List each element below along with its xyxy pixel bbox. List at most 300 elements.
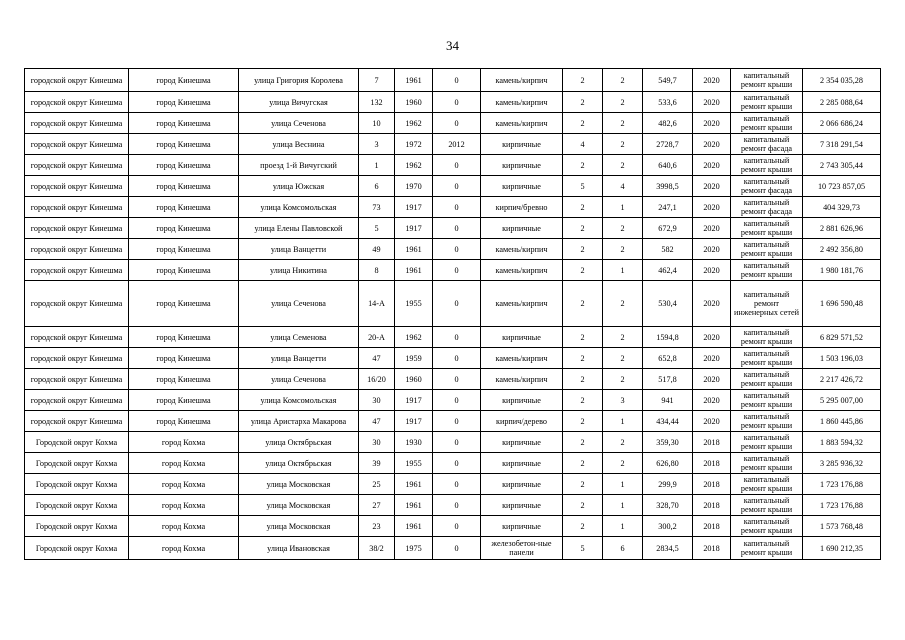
street-cell: улица Московская bbox=[239, 495, 359, 516]
area-cell: 300,2 bbox=[643, 516, 693, 537]
last-repair-year-cell: 0 bbox=[433, 197, 481, 218]
plan-year-cell: 2018 bbox=[693, 474, 731, 495]
build-year-cell: 1955 bbox=[395, 281, 433, 327]
build-year-cell: 1917 bbox=[395, 197, 433, 218]
street-cell: улица Сеченова bbox=[239, 369, 359, 390]
municipality-cell: городской округ Кинешма bbox=[25, 411, 129, 432]
floors-cell: 2 bbox=[563, 155, 603, 176]
street-cell: улица Октябрьская bbox=[239, 432, 359, 453]
municipality-cell: городской округ Кинешма bbox=[25, 260, 129, 281]
wall-material-cell: камень/кирпич bbox=[481, 260, 563, 281]
entrances-cell: 1 bbox=[603, 260, 643, 281]
wall-material-cell: камень/кирпич bbox=[481, 348, 563, 369]
cost-cell: 1 883 594,32 bbox=[803, 432, 881, 453]
street-cell: улица Григория Королева bbox=[239, 69, 359, 92]
wall-material-cell: кирпичные bbox=[481, 474, 563, 495]
build-year-cell: 1961 bbox=[395, 260, 433, 281]
area-cell: 626,80 bbox=[643, 453, 693, 474]
wall-material-cell: камень/кирпич bbox=[481, 281, 563, 327]
entrances-cell: 2 bbox=[603, 327, 643, 348]
wall-material-cell: кирпичные bbox=[481, 453, 563, 474]
municipality-cell: Городской округ Кохма bbox=[25, 537, 129, 560]
entrances-cell: 2 bbox=[603, 134, 643, 155]
house-number-cell: 30 bbox=[359, 390, 395, 411]
build-year-cell: 1930 bbox=[395, 432, 433, 453]
house-number-cell: 20-А bbox=[359, 327, 395, 348]
plan-year-cell: 2020 bbox=[693, 260, 731, 281]
municipality-cell: Городской округ Кохма bbox=[25, 516, 129, 537]
floors-cell: 2 bbox=[563, 281, 603, 327]
entrances-cell: 1 bbox=[603, 495, 643, 516]
floors-cell: 5 bbox=[563, 537, 603, 560]
wall-material-cell: кирпичные bbox=[481, 432, 563, 453]
floors-cell: 2 bbox=[563, 453, 603, 474]
municipality-cell: Городской округ Кохма bbox=[25, 453, 129, 474]
wall-material-cell: железобетон-ные панели bbox=[481, 537, 563, 560]
work-type-cell: капитальный ремонт крыши bbox=[731, 453, 803, 474]
cost-cell: 5 295 007,00 bbox=[803, 390, 881, 411]
work-type-cell: капитальный ремонт крыши bbox=[731, 260, 803, 281]
municipality-cell: городской округ Кинешма bbox=[25, 197, 129, 218]
work-type-cell: капитальный ремонт крыши bbox=[731, 390, 803, 411]
settlement-cell: город Кинешма bbox=[129, 239, 239, 260]
wall-material-cell: кирпичные bbox=[481, 134, 563, 155]
street-cell: улица Семенова bbox=[239, 327, 359, 348]
municipality-cell: Городской округ Кохма bbox=[25, 474, 129, 495]
table-row bbox=[25, 495, 881, 516]
settlement-cell: город Кинешма bbox=[129, 327, 239, 348]
table-row bbox=[25, 239, 881, 260]
entrances-cell: 2 bbox=[603, 218, 643, 239]
municipality-cell: городской округ Кинешма bbox=[25, 176, 129, 197]
floors-cell: 2 bbox=[563, 369, 603, 390]
house-number-cell: 25 bbox=[359, 474, 395, 495]
street-cell: улица Вичугская bbox=[239, 92, 359, 113]
work-type-cell: капитальный ремонт крыши bbox=[731, 516, 803, 537]
work-type-cell: капитальный ремонт крыши bbox=[731, 239, 803, 260]
area-cell: 1594,8 bbox=[643, 327, 693, 348]
table-row bbox=[25, 327, 881, 348]
area-cell: 482,6 bbox=[643, 113, 693, 134]
cost-cell: 3 285 936,32 bbox=[803, 453, 881, 474]
area-cell: 549,7 bbox=[643, 69, 693, 92]
street-cell: улица Южская bbox=[239, 176, 359, 197]
area-cell: 462,4 bbox=[643, 260, 693, 281]
table-row bbox=[25, 432, 881, 453]
area-cell: 672,9 bbox=[643, 218, 693, 239]
plan-year-cell: 2020 bbox=[693, 92, 731, 113]
wall-material-cell: кирпичные bbox=[481, 495, 563, 516]
entrances-cell: 4 bbox=[603, 176, 643, 197]
work-type-cell: капитальный ремонт крыши bbox=[731, 432, 803, 453]
cost-cell: 2 217 426,72 bbox=[803, 369, 881, 390]
street-cell: улица Ивановская bbox=[239, 537, 359, 560]
entrances-cell: 2 bbox=[603, 113, 643, 134]
table-row bbox=[25, 537, 881, 560]
table-row bbox=[25, 155, 881, 176]
housing-repair-table bbox=[24, 68, 881, 560]
street-cell: улица Комсомольская bbox=[239, 390, 359, 411]
floors-cell: 2 bbox=[563, 474, 603, 495]
cost-cell: 1 980 181,76 bbox=[803, 260, 881, 281]
street-cell: улица Московская bbox=[239, 474, 359, 495]
cost-cell: 10 723 857,05 bbox=[803, 176, 881, 197]
cost-cell: 1 503 196,03 bbox=[803, 348, 881, 369]
build-year-cell: 1961 bbox=[395, 495, 433, 516]
house-number-cell: 1 bbox=[359, 155, 395, 176]
build-year-cell: 1961 bbox=[395, 474, 433, 495]
table-row bbox=[25, 516, 881, 537]
work-type-cell: капитальный ремонт крыши bbox=[731, 218, 803, 239]
floors-cell: 5 bbox=[563, 176, 603, 197]
last-repair-year-cell: 2012 bbox=[433, 134, 481, 155]
area-cell: 359,30 bbox=[643, 432, 693, 453]
entrances-cell: 2 bbox=[603, 92, 643, 113]
last-repair-year-cell: 0 bbox=[433, 474, 481, 495]
settlement-cell: город Кинешма bbox=[129, 134, 239, 155]
house-number-cell: 38/2 bbox=[359, 537, 395, 560]
entrances-cell: 2 bbox=[603, 348, 643, 369]
municipality-cell: городской округ Кинешма bbox=[25, 113, 129, 134]
work-type-cell: капитальный ремонт фасада bbox=[731, 176, 803, 197]
entrances-cell: 2 bbox=[603, 239, 643, 260]
floors-cell: 2 bbox=[563, 516, 603, 537]
entrances-cell: 2 bbox=[603, 281, 643, 327]
cost-cell: 2 881 626,96 bbox=[803, 218, 881, 239]
area-cell: 2834,5 bbox=[643, 537, 693, 560]
plan-year-cell: 2020 bbox=[693, 218, 731, 239]
wall-material-cell: кирпичные bbox=[481, 327, 563, 348]
wall-material-cell: камень/кирпич bbox=[481, 369, 563, 390]
house-number-cell: 30 bbox=[359, 432, 395, 453]
entrances-cell: 2 bbox=[603, 432, 643, 453]
settlement-cell: город Кохма bbox=[129, 537, 239, 560]
cost-cell: 2 285 088,64 bbox=[803, 92, 881, 113]
floors-cell: 2 bbox=[563, 218, 603, 239]
last-repair-year-cell: 0 bbox=[433, 453, 481, 474]
settlement-cell: город Кинешма bbox=[129, 113, 239, 134]
plan-year-cell: 2020 bbox=[693, 176, 731, 197]
settlement-cell: город Кинешма bbox=[129, 260, 239, 281]
cost-cell: 1 696 590,48 bbox=[803, 281, 881, 327]
settlement-cell: город Кинешма bbox=[129, 369, 239, 390]
municipality-cell: городской округ Кинешма bbox=[25, 281, 129, 327]
area-cell: 3998,5 bbox=[643, 176, 693, 197]
municipality-cell: городской округ Кинешма bbox=[25, 69, 129, 92]
municipality-cell: городской округ Кинешма bbox=[25, 134, 129, 155]
last-repair-year-cell: 0 bbox=[433, 155, 481, 176]
area-cell: 652,8 bbox=[643, 348, 693, 369]
build-year-cell: 1955 bbox=[395, 453, 433, 474]
last-repair-year-cell: 0 bbox=[433, 327, 481, 348]
build-year-cell: 1960 bbox=[395, 92, 433, 113]
plan-year-cell: 2020 bbox=[693, 134, 731, 155]
cost-cell: 2 492 356,80 bbox=[803, 239, 881, 260]
last-repair-year-cell: 0 bbox=[433, 176, 481, 197]
house-number-cell: 47 bbox=[359, 411, 395, 432]
last-repair-year-cell: 0 bbox=[433, 218, 481, 239]
entrances-cell: 2 bbox=[603, 369, 643, 390]
plan-year-cell: 2020 bbox=[693, 281, 731, 327]
house-number-cell: 6 bbox=[359, 176, 395, 197]
wall-material-cell: кирпич/дерево bbox=[481, 411, 563, 432]
area-cell: 328,70 bbox=[643, 495, 693, 516]
settlement-cell: город Кинешма bbox=[129, 176, 239, 197]
table-row bbox=[25, 69, 881, 92]
floors-cell: 2 bbox=[563, 348, 603, 369]
floors-cell: 2 bbox=[563, 327, 603, 348]
table-row bbox=[25, 92, 881, 113]
floors-cell: 2 bbox=[563, 495, 603, 516]
plan-year-cell: 2018 bbox=[693, 537, 731, 560]
house-number-cell: 10 bbox=[359, 113, 395, 134]
municipality-cell: Городской округ Кохма bbox=[25, 495, 129, 516]
work-type-cell: капитальный ремонт крыши bbox=[731, 155, 803, 176]
plan-year-cell: 2018 bbox=[693, 495, 731, 516]
build-year-cell: 1961 bbox=[395, 239, 433, 260]
floors-cell: 2 bbox=[563, 239, 603, 260]
plan-year-cell: 2020 bbox=[693, 327, 731, 348]
wall-material-cell: кирпичные bbox=[481, 176, 563, 197]
municipality-cell: Городской округ Кохма bbox=[25, 432, 129, 453]
cost-cell: 2 354 035,28 bbox=[803, 69, 881, 92]
build-year-cell: 1917 bbox=[395, 390, 433, 411]
work-type-cell: капитальный ремонт фасада bbox=[731, 197, 803, 218]
settlement-cell: город Кинешма bbox=[129, 411, 239, 432]
municipality-cell: городской округ Кинешма bbox=[25, 327, 129, 348]
street-cell: улица Ванцетти bbox=[239, 348, 359, 369]
street-cell: улица Веснина bbox=[239, 134, 359, 155]
house-number-cell: 49 bbox=[359, 239, 395, 260]
work-type-cell: капитальный ремонт фасада bbox=[731, 134, 803, 155]
wall-material-cell: камень/кирпич bbox=[481, 113, 563, 134]
area-cell: 533,6 bbox=[643, 92, 693, 113]
page-number: 34 bbox=[446, 38, 459, 53]
table-row bbox=[25, 369, 881, 390]
settlement-cell: город Кинешма bbox=[129, 281, 239, 327]
area-cell: 434,44 bbox=[643, 411, 693, 432]
floors-cell: 2 bbox=[563, 390, 603, 411]
entrances-cell: 2 bbox=[603, 453, 643, 474]
street-cell: улица Московская bbox=[239, 516, 359, 537]
settlement-cell: город Кинешма bbox=[129, 197, 239, 218]
last-repair-year-cell: 0 bbox=[433, 260, 481, 281]
plan-year-cell: 2020 bbox=[693, 369, 731, 390]
build-year-cell: 1975 bbox=[395, 537, 433, 560]
floors-cell: 2 bbox=[563, 432, 603, 453]
plan-year-cell: 2020 bbox=[693, 69, 731, 92]
house-number-cell: 47 bbox=[359, 348, 395, 369]
work-type-cell: капитальный ремонт крыши bbox=[731, 474, 803, 495]
last-repair-year-cell: 0 bbox=[433, 495, 481, 516]
last-repair-year-cell: 0 bbox=[433, 239, 481, 260]
settlement-cell: город Кинешма bbox=[129, 390, 239, 411]
entrances-cell: 3 bbox=[603, 390, 643, 411]
floors-cell: 4 bbox=[563, 134, 603, 155]
settlement-cell: город Кинешма bbox=[129, 69, 239, 92]
table-row bbox=[25, 411, 881, 432]
settlement-cell: город Кинешма bbox=[129, 92, 239, 113]
table-body bbox=[25, 69, 881, 560]
build-year-cell: 1972 bbox=[395, 134, 433, 155]
house-number-cell: 8 bbox=[359, 260, 395, 281]
last-repair-year-cell: 0 bbox=[433, 432, 481, 453]
house-number-cell: 39 bbox=[359, 453, 395, 474]
street-cell: улица Аристарха Макарова bbox=[239, 411, 359, 432]
wall-material-cell: кирпичные bbox=[481, 218, 563, 239]
settlement-cell: город Кохма bbox=[129, 516, 239, 537]
plan-year-cell: 2020 bbox=[693, 239, 731, 260]
table-row bbox=[25, 218, 881, 239]
build-year-cell: 1962 bbox=[395, 327, 433, 348]
street-cell: улица Елены Павловской bbox=[239, 218, 359, 239]
cost-cell: 2 066 686,24 bbox=[803, 113, 881, 134]
house-number-cell: 7 bbox=[359, 69, 395, 92]
cost-cell: 1 723 176,88 bbox=[803, 474, 881, 495]
cost-cell: 1 690 212,35 bbox=[803, 537, 881, 560]
street-cell: улица Ванцетти bbox=[239, 239, 359, 260]
floors-cell: 2 bbox=[563, 260, 603, 281]
entrances-cell: 6 bbox=[603, 537, 643, 560]
floors-cell: 2 bbox=[563, 92, 603, 113]
house-number-cell: 3 bbox=[359, 134, 395, 155]
build-year-cell: 1961 bbox=[395, 516, 433, 537]
settlement-cell: город Кинешма bbox=[129, 155, 239, 176]
build-year-cell: 1962 bbox=[395, 155, 433, 176]
build-year-cell: 1960 bbox=[395, 369, 433, 390]
wall-material-cell: кирпичные bbox=[481, 155, 563, 176]
house-number-cell: 23 bbox=[359, 516, 395, 537]
plan-year-cell: 2020 bbox=[693, 348, 731, 369]
table-row bbox=[25, 176, 881, 197]
cost-cell: 7 318 291,54 bbox=[803, 134, 881, 155]
plan-year-cell: 2020 bbox=[693, 113, 731, 134]
wall-material-cell: кирпичные bbox=[481, 516, 563, 537]
municipality-cell: городской округ Кинешма bbox=[25, 369, 129, 390]
area-cell: 299,9 bbox=[643, 474, 693, 495]
work-type-cell: капитальный ремонт крыши bbox=[731, 348, 803, 369]
cost-cell: 1 860 445,86 bbox=[803, 411, 881, 432]
settlement-cell: город Кохма bbox=[129, 474, 239, 495]
floors-cell: 2 bbox=[563, 197, 603, 218]
entrances-cell: 2 bbox=[603, 155, 643, 176]
wall-material-cell: камень/кирпич bbox=[481, 239, 563, 260]
build-year-cell: 1970 bbox=[395, 176, 433, 197]
municipality-cell: городской округ Кинешма bbox=[25, 348, 129, 369]
build-year-cell: 1917 bbox=[395, 411, 433, 432]
cost-cell: 2 743 305,44 bbox=[803, 155, 881, 176]
house-number-cell: 132 bbox=[359, 92, 395, 113]
cost-cell: 1 573 768,48 bbox=[803, 516, 881, 537]
table-row bbox=[25, 281, 881, 327]
street-cell: проезд 1-й Вичугский bbox=[239, 155, 359, 176]
house-number-cell: 16/20 bbox=[359, 369, 395, 390]
last-repair-year-cell: 0 bbox=[433, 411, 481, 432]
cost-cell: 404 329,73 bbox=[803, 197, 881, 218]
house-number-cell: 27 bbox=[359, 495, 395, 516]
table-row bbox=[25, 474, 881, 495]
street-cell: улица Октябрьская bbox=[239, 453, 359, 474]
settlement-cell: город Кохма bbox=[129, 495, 239, 516]
last-repair-year-cell: 0 bbox=[433, 113, 481, 134]
work-type-cell: капитальный ремонт крыши bbox=[731, 495, 803, 516]
municipality-cell: городской округ Кинешма bbox=[25, 92, 129, 113]
area-cell: 530,4 bbox=[643, 281, 693, 327]
settlement-cell: город Кинешма bbox=[129, 348, 239, 369]
settlement-cell: город Кохма bbox=[129, 453, 239, 474]
house-number-cell: 14-А bbox=[359, 281, 395, 327]
house-number-cell: 5 bbox=[359, 218, 395, 239]
entrances-cell: 1 bbox=[603, 516, 643, 537]
area-cell: 941 bbox=[643, 390, 693, 411]
build-year-cell: 1961 bbox=[395, 69, 433, 92]
work-type-cell: капитальный ремонт крыши bbox=[731, 411, 803, 432]
work-type-cell: капитальный ремонт инженерных сетей bbox=[731, 281, 803, 327]
wall-material-cell: кирпич/бревно bbox=[481, 197, 563, 218]
last-repair-year-cell: 0 bbox=[433, 369, 481, 390]
entrances-cell: 2 bbox=[603, 69, 643, 92]
settlement-cell: город Кохма bbox=[129, 432, 239, 453]
area-cell: 640,6 bbox=[643, 155, 693, 176]
last-repair-year-cell: 0 bbox=[433, 348, 481, 369]
table-row bbox=[25, 453, 881, 474]
build-year-cell: 1959 bbox=[395, 348, 433, 369]
area-cell: 247,1 bbox=[643, 197, 693, 218]
build-year-cell: 1962 bbox=[395, 113, 433, 134]
street-cell: улица Сеченова bbox=[239, 281, 359, 327]
plan-year-cell: 2020 bbox=[693, 155, 731, 176]
last-repair-year-cell: 0 bbox=[433, 537, 481, 560]
settlement-cell: город Кинешма bbox=[129, 218, 239, 239]
last-repair-year-cell: 0 bbox=[433, 92, 481, 113]
work-type-cell: капитальный ремонт крыши bbox=[731, 369, 803, 390]
street-cell: улица Сеченова bbox=[239, 113, 359, 134]
municipality-cell: городской округ Кинешма bbox=[25, 390, 129, 411]
build-year-cell: 1917 bbox=[395, 218, 433, 239]
wall-material-cell: камень/кирпич bbox=[481, 92, 563, 113]
cost-cell: 6 829 571,52 bbox=[803, 327, 881, 348]
last-repair-year-cell: 0 bbox=[433, 516, 481, 537]
cost-cell: 1 723 176,88 bbox=[803, 495, 881, 516]
plan-year-cell: 2020 bbox=[693, 411, 731, 432]
entrances-cell: 1 bbox=[603, 197, 643, 218]
table-row bbox=[25, 348, 881, 369]
work-type-cell: капитальный ремонт крыши bbox=[731, 327, 803, 348]
work-type-cell: капитальный ремонт крыши bbox=[731, 92, 803, 113]
table-row bbox=[25, 113, 881, 134]
wall-material-cell: камень/кирпич bbox=[481, 69, 563, 92]
table-row bbox=[25, 260, 881, 281]
plan-year-cell: 2020 bbox=[693, 197, 731, 218]
wall-material-cell: кирпичные bbox=[481, 390, 563, 411]
last-repair-year-cell: 0 bbox=[433, 69, 481, 92]
work-type-cell: капитальный ремонт крыши bbox=[731, 69, 803, 92]
work-type-cell: капитальный ремонт крыши bbox=[731, 113, 803, 134]
area-cell: 582 bbox=[643, 239, 693, 260]
table-row bbox=[25, 197, 881, 218]
house-number-cell: 73 bbox=[359, 197, 395, 218]
table-row bbox=[25, 390, 881, 411]
plan-year-cell: 2018 bbox=[693, 453, 731, 474]
plan-year-cell: 2018 bbox=[693, 432, 731, 453]
floors-cell: 2 bbox=[563, 411, 603, 432]
entrances-cell: 1 bbox=[603, 474, 643, 495]
municipality-cell: городской округ Кинешма bbox=[25, 218, 129, 239]
last-repair-year-cell: 0 bbox=[433, 390, 481, 411]
plan-year-cell: 2018 bbox=[693, 516, 731, 537]
table-row bbox=[25, 134, 881, 155]
area-cell: 2728,7 bbox=[643, 134, 693, 155]
